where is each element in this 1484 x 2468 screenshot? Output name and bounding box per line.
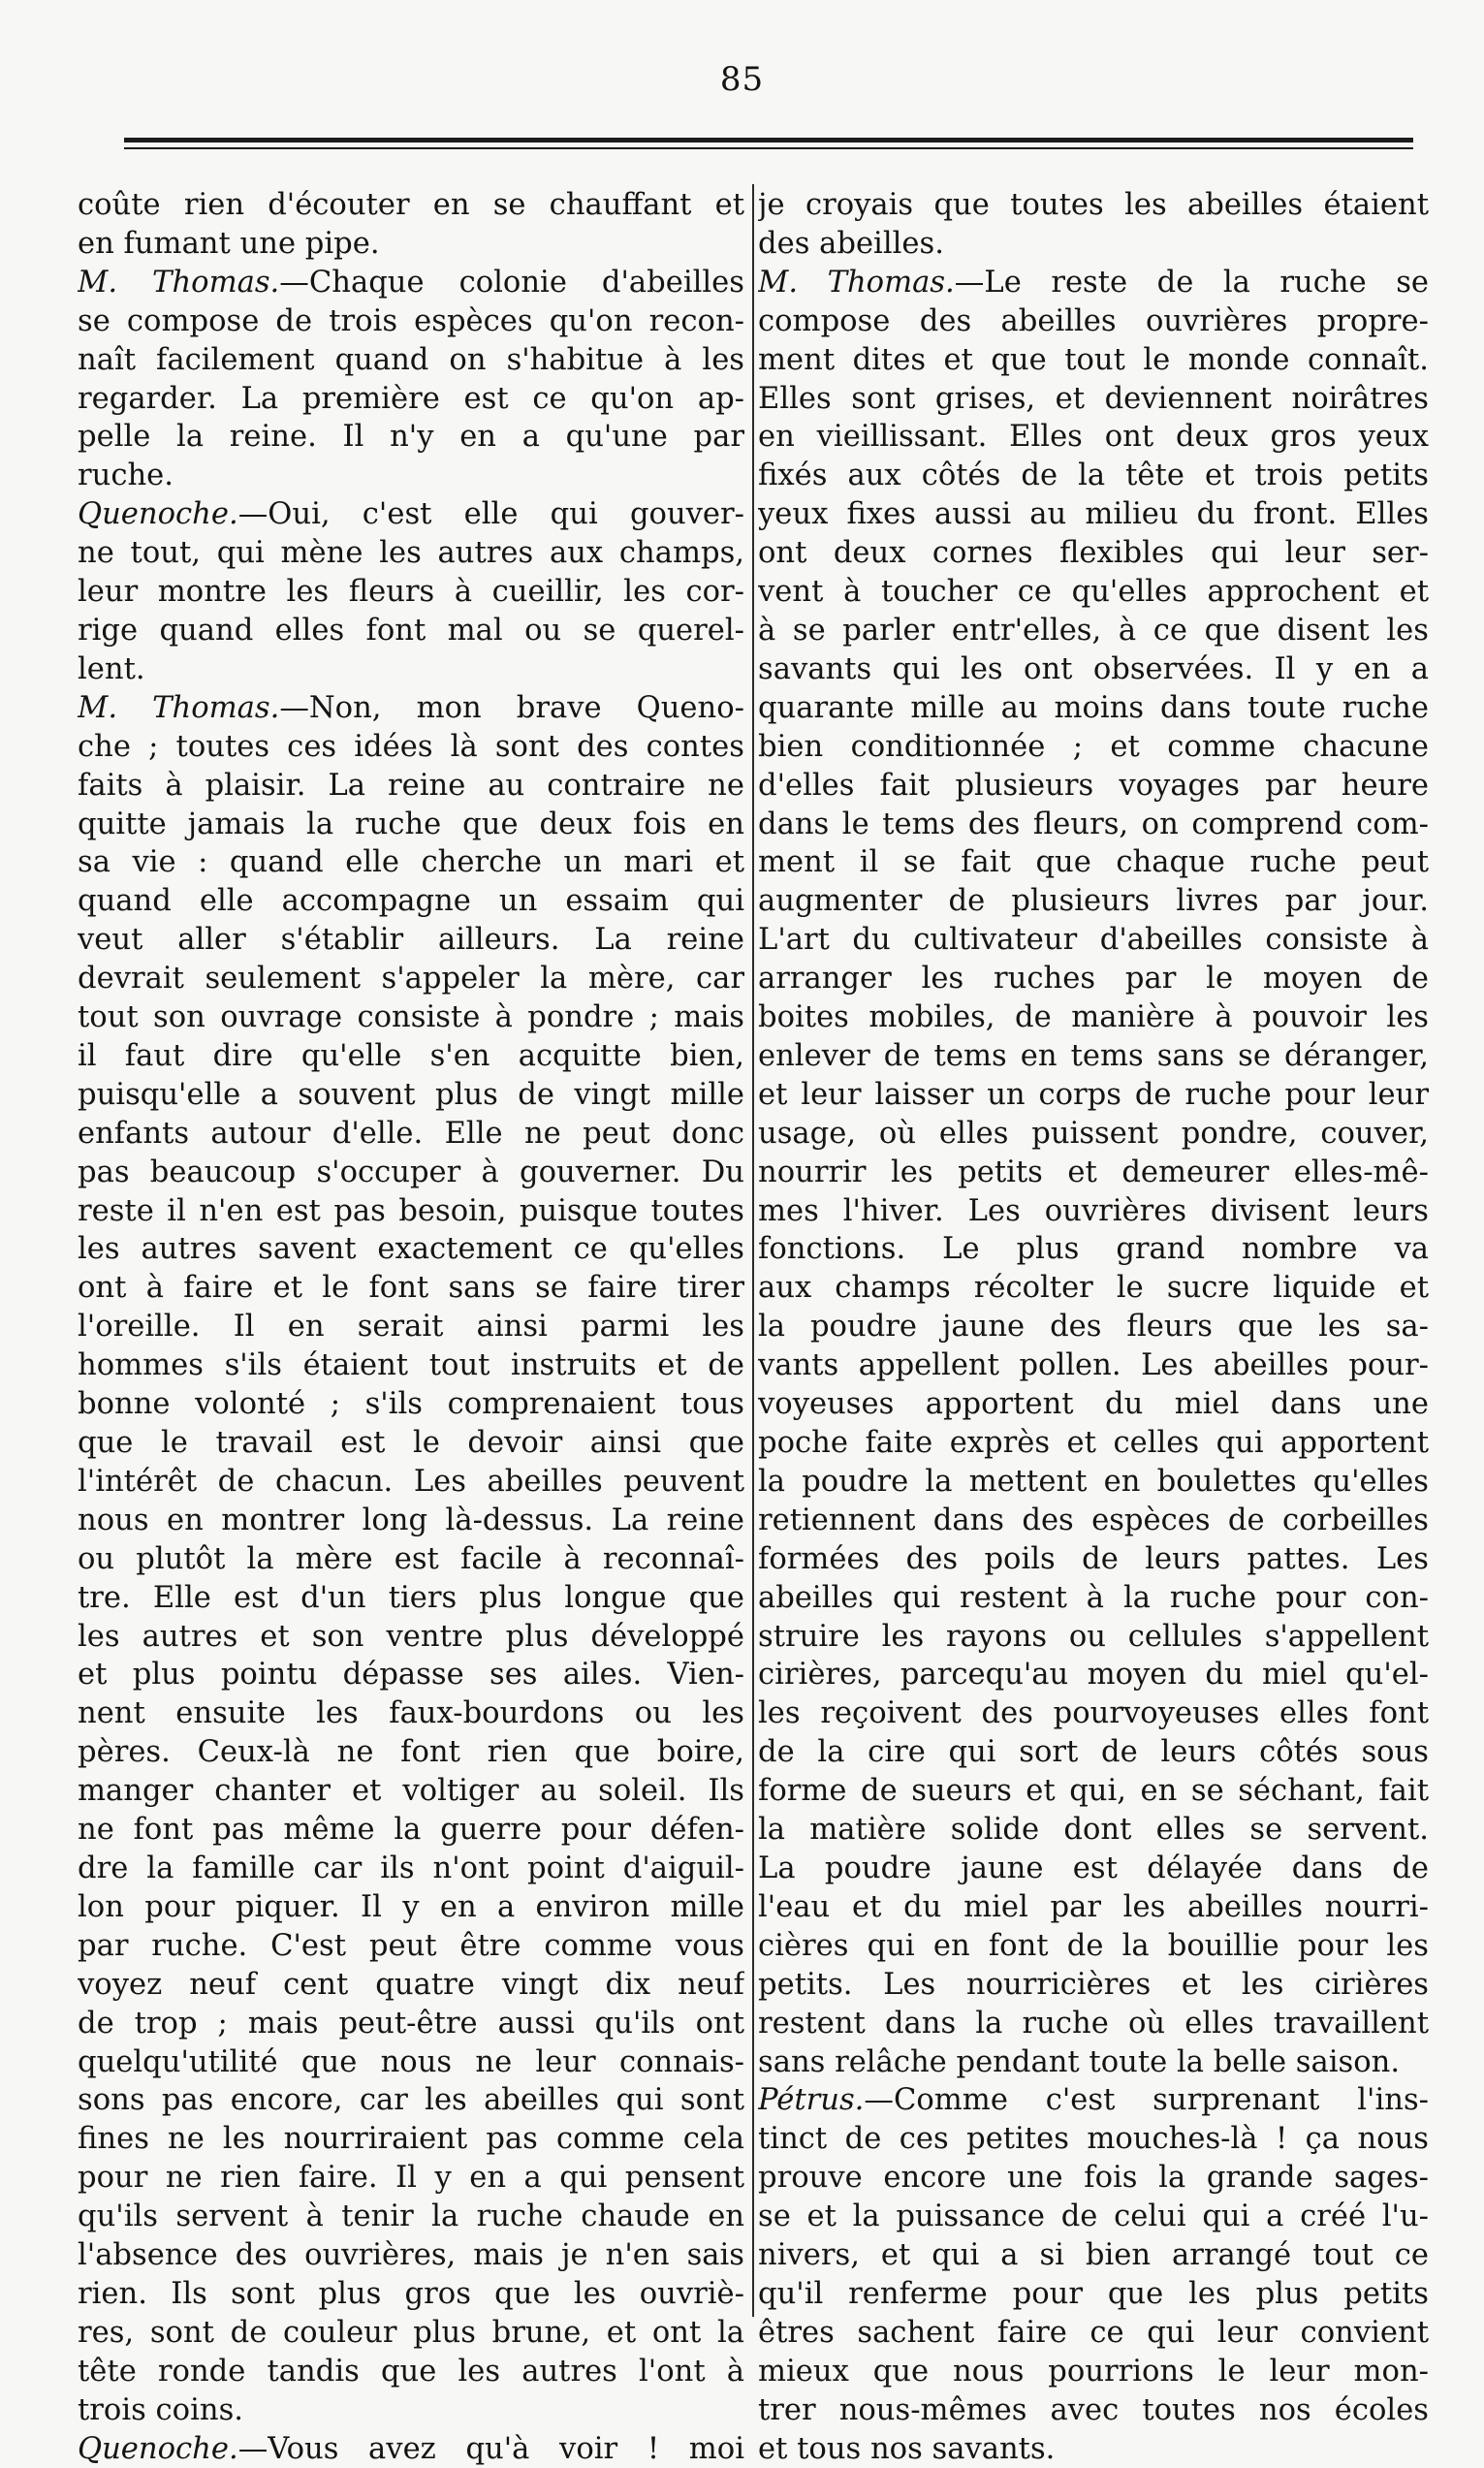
line-text: nent ensuite les faux-bourdons ou les [78,1696,744,1731]
left-column-line [78,1308,744,1346]
line-text: quand elle accompagne un essaim qui [78,884,744,919]
line-text: manger chanter et voltiger au soleil. Ils [78,1774,744,1809]
line-text: quitte jamais la ruche que deux fois en [78,807,744,841]
line-text: en vieillissant. Elles ont deux gros yeux [758,420,1429,455]
line-text: enfants autour d'elle. Elle ne peut donc [78,1116,744,1151]
line-text: —Chaque colonie d'abeilles [279,265,744,300]
right-column [758,186,1429,2468]
left-column-line [78,341,744,380]
left-column-line [78,1850,744,1888]
left-column-line [78,2043,744,2082]
left-column-line [78,612,744,650]
line-text: bonne volonté ; s'ils comprenaient tous [78,1387,744,1422]
line-text: pères. Ceux-là ne font rien que boire, [78,1735,744,1770]
right-column-line [758,186,1429,225]
right-column-line [758,1115,1429,1154]
left-column-line [78,380,744,419]
right-column-line [758,2236,1429,2275]
left-column-line [78,1154,744,1192]
line-text: L'art du cultivateur d'abeilles consiste à [758,923,1429,958]
right-column-line [758,302,1429,341]
left-column [78,186,744,2468]
line-text: se compose de trois espèces qu'on recon- [78,303,744,338]
line-text: des abeilles. [758,226,944,261]
line-text: l'absence des ouvrières, mais je n'en sais [78,2238,744,2273]
left-column-line [78,2198,744,2236]
left-column-line [78,650,744,689]
right-column-line [758,1772,1429,1811]
right-column-line [758,998,1429,1037]
left-column-line [78,1927,744,1966]
line-text: poche faite exprès et celles qui apportent [758,1426,1429,1460]
left-column-line [78,728,744,767]
left-column-line [78,689,744,728]
line-text: abeilles qui restent à la ruche pour con- [758,1580,1429,1615]
left-column-line [78,1656,744,1694]
right-column-line [758,2430,1429,2468]
right-column-line [758,2159,1429,2198]
right-column-line [758,1424,1429,1463]
right-column-line [758,1269,1429,1308]
line-text: lon pour piquer. Il y en a environ mille [78,1889,744,1924]
line-text: nivers, et qui a si bien arrangé tout ce [758,2238,1429,2273]
right-column-line [758,921,1429,960]
left-column-line [78,1694,744,1733]
line-text: et plus pointu dépasse ses ailes. Vien- [78,1658,744,1693]
right-column-line [758,1076,1429,1115]
line-text: et tous nos savants. [758,2431,1056,2466]
right-column-line [758,495,1429,534]
left-column-line [78,806,744,844]
line-text: prouve encore une fois la grande sages- [758,2161,1429,2196]
right-column-line [758,728,1429,767]
line-text: les autres savent exactement ce qu'elles [78,1232,744,1267]
line-text: dre la famille car ils n'ont point d'aiguil- [78,1851,744,1885]
right-column-line [758,1037,1429,1076]
line-text: naît facilement quand on s'habitue à les [78,342,744,377]
line-text: tinct de ces petites mouches-là ! ça nous [758,2122,1429,2157]
line-text: êtres sachent faire ce qui leur convient [758,2315,1429,2350]
line-text: usage, où elles puissent pondre, couver, [758,1116,1429,1151]
left-column-line [78,495,744,534]
line-text: nous en montrer long là-dessus. La reine [78,1503,744,1537]
line-text: puisqu'elle a souvent plus de vingt mille [78,1077,744,1112]
right-column-line [758,1811,1429,1850]
right-column-line [758,1385,1429,1424]
page-number: 85 [719,60,765,99]
line-text: à se parler entr'elles, à ce que disent les [758,613,1429,648]
line-text: la poudre jaune des fleurs que les sa- [758,1310,1429,1345]
left-column-line [78,843,744,882]
right-column-line [758,534,1429,573]
left-column-line [78,1385,744,1424]
line-text: il faut dire qu'elle s'en acquitte bien, [78,1038,744,1073]
line-text: la poudre la mettent en boulettes qu'elles [758,1464,1429,1499]
line-text: la matière solide dont elles se servent. [758,1813,1429,1848]
line-text: que le travail est le devoir ainsi que [78,1426,744,1460]
line-text: vent à toucher ce qu'elles approchent et [758,575,1429,610]
right-column-line [758,1850,1429,1888]
line-text: —Non, mon brave Queno- [279,690,744,725]
line-text: devrait seulement s'appeler la mère, car [78,962,744,997]
speaker-name: Pétrus. [758,2083,865,2118]
line-text: pas beaucoup s'occuper à gouverner. Du [78,1155,744,1189]
line-text: ont deux cornes flexibles qui leur ser- [758,536,1429,571]
right-column-line [758,806,1429,844]
left-column-line [78,1888,744,1927]
line-text: La poudre jaune est délayée dans de [758,1851,1429,1885]
line-text: cières qui en font de la bouillie pour les [758,1928,1429,1963]
line-text: se et la puissance de celui qui a créé l'u- [758,2199,1429,2234]
line-text: coûte rien d'écouter en se chauffant et [78,188,744,222]
line-text: les autres et son ventre plus développé [78,1619,744,1654]
right-column-line [758,960,1429,998]
left-column-line [78,998,744,1037]
right-column-line [758,612,1429,650]
right-column-line [758,1540,1429,1579]
line-text: trois coins. [78,2392,244,2427]
right-column-line [758,767,1429,806]
line-text: regarder. La première est ce qu'on ap- [78,381,744,416]
left-column-line [78,2120,744,2159]
left-column-line [78,264,744,302]
line-text: struire les rayons ou cellules s'appellent [758,1619,1429,1654]
right-column-line [758,2275,1429,2314]
left-column-line [78,1424,744,1463]
right-column-line [758,1230,1429,1269]
line-text: trer nous-mêmes avec toutes nos écoles [758,2392,1429,2427]
left-column-line [78,1076,744,1115]
right-column-line [758,650,1429,689]
line-text: fines ne les nourriraient pas comme cela [78,2122,744,2157]
left-column-line [78,225,744,264]
line-text: compose des abeilles ouvrières propre- [758,303,1429,338]
right-column-line [758,2353,1429,2391]
left-column-line [78,1579,744,1618]
right-column-line [758,1694,1429,1733]
right-column-line [758,1579,1429,1618]
line-text: forme de sueurs et qui, en se séchant, fait [758,1774,1429,1809]
left-column-line [78,960,744,998]
speaker-name: Quenoche. [78,2431,238,2466]
line-text: reste il n'en est pas besoin, puisque toutes [78,1193,744,1228]
line-text: boites mobiles, de manière à pouvoir les [758,1000,1429,1035]
right-column-line [758,1966,1429,2005]
line-text: aux champs récolter le sucre liquide et [758,1271,1429,1306]
line-text: tête ronde tandis que les autres l'ont à [78,2354,744,2389]
header-rule-thin [124,147,1413,149]
line-text: de trop ; mais peut-être aussi qu'ils ont [78,2006,744,2041]
line-text: —Oui, c'est elle qui gouver- [237,497,744,532]
left-column-line [78,1463,744,1502]
line-text: qu'il renferme pour que les plus petits [758,2276,1429,2311]
left-column-line [78,1346,744,1385]
left-column-line [78,2391,744,2430]
right-column-line [758,1656,1429,1694]
header-rule-thick [124,138,1413,142]
left-column-line [78,302,744,341]
line-text: restent dans la ruche où elles travaillent [758,2006,1429,2041]
left-column-line [78,1811,744,1850]
right-column-line [758,2198,1429,2236]
line-text: vants appellent pollen. Les abeilles pour- [758,1348,1429,1383]
right-column-line [758,843,1429,882]
line-text: faits à plaisir. La reine au contraire ne [78,768,744,803]
line-text: bien conditionnée ; et comme chacune [758,729,1429,764]
line-text: hommes s'ils étaient tout instruits et de [78,1348,744,1383]
line-text: savants qui les ont observées. Il y en a [758,651,1429,686]
right-column-line [758,457,1429,495]
line-text: l'intérêt de chacun. Les abeilles peuvent [78,1464,744,1499]
line-text: d'elles fait plusieurs voyages par heure [758,768,1429,803]
right-column-line [758,1154,1429,1192]
left-column-line [78,2314,744,2353]
left-column-line [78,1115,744,1154]
line-text: yeux fixes aussi au milieu du front. Elles [758,497,1429,532]
right-column-line [758,341,1429,380]
right-column-line [758,1618,1429,1657]
left-column-line [78,2005,744,2043]
right-column-line [758,418,1429,457]
line-text: ment dites et que tout le monde connaît. [758,342,1429,377]
line-text: en fumant une pipe. [78,226,380,261]
left-column-line [78,767,744,806]
left-column-line [78,2353,744,2391]
column-divider [752,184,754,2317]
left-column-line [78,534,744,573]
right-column-line [758,1192,1429,1231]
right-column-line [758,1308,1429,1346]
line-text: —Le reste de la ruche se [954,265,1429,300]
line-text: de la cire qui sort de leurs côtés sous [758,1735,1429,1770]
left-column-line [78,1269,744,1308]
left-column-line [78,2275,744,2314]
line-text: petits. Les nourricières et les cirières [758,1967,1429,2002]
line-text: fixés aux côtés de la tête et trois petits [758,459,1429,493]
line-text: sans relâche pendant toute la belle saison. [758,2044,1401,2079]
left-column-line [78,1618,744,1657]
right-column-line [758,225,1429,264]
right-column-line [758,1733,1429,1772]
left-column-line [78,1192,744,1231]
line-text: arranger les ruches par le moyen de [758,962,1429,997]
right-column-line [758,2314,1429,2353]
right-column-line [758,689,1429,728]
line-text: leur montre les fleurs à cueillir, les cor- [78,575,744,610]
left-column-line [78,186,744,225]
line-text: les reçoivent des pourvoyeuses elles font [758,1696,1429,1731]
line-text: voyez neuf cent quatre vingt dix neuf [78,1967,744,2002]
line-text: ne tout, qui mène les autres aux champs, [78,536,744,571]
right-column-line [758,2043,1429,2082]
line-text: Elles sont grises, et deviennent noirâtres [758,381,1429,416]
speaker-name: M. Thomas. [78,690,280,725]
line-text: nourrir les petits et demeurer elles-mê- [758,1155,1429,1189]
line-text: je croyais que toutes les abeilles étaient [758,188,1429,222]
right-column-line [758,1888,1429,1927]
line-text: veut aller s'établir ailleurs. La reine [78,923,744,958]
line-text: l'eau et du miel par les abeilles nourri- [758,1889,1429,1924]
left-column-line [78,1733,744,1772]
line-text: ou plutôt la mère est facile à reconnaî- [78,1541,744,1576]
left-column-line [78,2430,744,2468]
line-text: tout son ouvrage consiste à pondre ; mais [78,1000,744,1035]
left-column-line [78,457,744,495]
left-column-line [78,1540,744,1579]
line-text: dans le tems des fleurs, on comprend com- [758,807,1429,841]
left-column-line [78,921,744,960]
line-text: formées des poils de leurs pattes. Les [758,1541,1429,1576]
right-column-line [758,573,1429,612]
speaker-name: Quenoche. [78,497,238,532]
line-text: fonctions. Le plus grand nombre va [758,1232,1429,1267]
right-column-line [758,2005,1429,2043]
line-text: res, sont de couleur plus brune, et ont la [78,2315,744,2350]
right-column-line [758,2120,1429,2159]
right-column-line [758,882,1429,921]
left-column-line [78,1772,744,1811]
line-text: sons pas encore, car les abeilles qui sont [78,2083,744,2118]
line-text: mes l'hiver. Les ouvrières divisent leurs [758,1193,1429,1228]
line-text: voyeuses apportent du miel dans une [758,1387,1429,1422]
right-column-line [758,1502,1429,1540]
left-column-line [78,573,744,612]
line-text: rige quand elles font mal ou se querel- [78,613,744,648]
line-text: —Vous avez qu'à voir ! moi [237,2431,744,2466]
line-text: ont à faire et le font sans se faire tirer [78,1271,744,1306]
right-column-line [758,1346,1429,1385]
left-column-line [78,2159,744,2198]
line-text: augmenter de plusieurs livres par jour. [758,884,1429,919]
line-text: rien. Ils sont plus gros que les ouvriè- [78,2276,744,2311]
speaker-name: M. Thomas. [78,265,280,300]
line-text: et leur laisser un corps de ruche pour leur [758,1077,1429,1112]
left-column-line [78,1502,744,1540]
left-column-line [78,1966,744,2005]
line-text: l'oreille. Il en serait ainsi parmi les [78,1310,744,1345]
line-text: par ruche. C'est peut être comme vous [78,1928,744,1963]
line-text: pelle la reine. Il n'y en a qu'une par [78,420,744,455]
line-text: tre. Elle est d'un tiers plus longue que [78,1580,744,1615]
left-column-line [78,2236,744,2275]
right-column-line [758,1463,1429,1502]
line-text: retiennent dans des espèces de corbeilles [758,1503,1429,1537]
line-text: qu'ils servent à tenir la ruche chaude en [78,2199,744,2234]
right-column-line [758,264,1429,302]
left-column-line [78,2081,744,2120]
line-text: cirières, parcequ'au moyen du miel qu'el- [758,1658,1429,1693]
line-text: ruche. [78,459,174,493]
line-text: enlever de tems en tems sans se déranger, [758,1038,1429,1073]
right-column-line [758,2081,1429,2120]
left-column-line [78,882,744,921]
line-text: quelqu'utilité que nous ne leur connais- [78,2044,744,2079]
left-column-line [78,418,744,457]
right-column-line [758,1927,1429,1966]
line-text: mieux que nous pourrions le leur mon- [758,2354,1429,2389]
line-text: ne font pas même la guerre pour défen- [78,1813,744,1848]
line-text: pour ne rien faire. Il y en a qui pensent [78,2161,744,2196]
right-column-line [758,380,1429,419]
right-column-line [758,2391,1429,2430]
left-column-line [78,1037,744,1076]
line-text: ment il se fait que chaque ruche peut [758,845,1429,880]
line-text: quarante mille au moins dans toute ruche [758,690,1429,725]
line-text: sa vie : quand elle cherche un mari et [78,845,744,880]
line-text: lent. [78,651,145,686]
line-text: che ; toutes ces idées là sont des contes [78,729,744,764]
line-text: —Comme c'est surprenant l'ins- [864,2083,1429,2118]
left-column-line [78,1230,744,1269]
speaker-name: M. Thomas. [758,265,955,300]
